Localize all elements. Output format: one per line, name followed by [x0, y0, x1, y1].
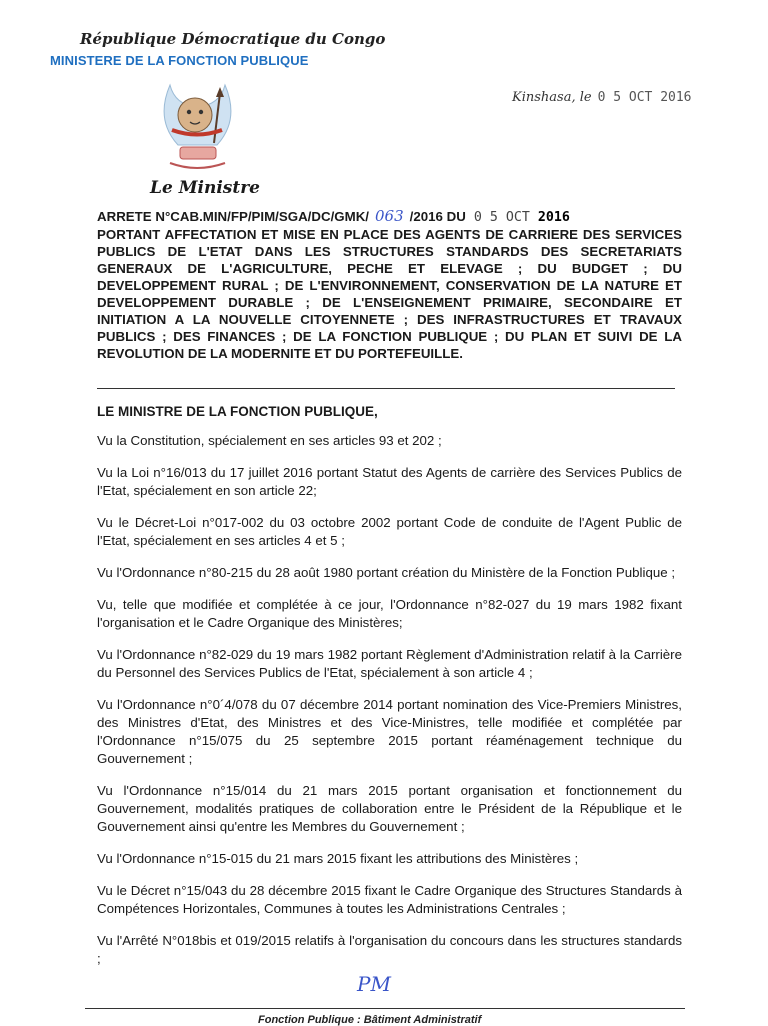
considerations-list — [97, 432, 682, 982]
ministry-title: MINISTERE DE LA FONCTION PUBLIQUE — [50, 53, 309, 68]
decree-ref-prefix: ARRETE N°CAB.MIN/FP/PIM/SGA/DC/GMK/ — [97, 209, 369, 224]
decree-subject: PORTANT AFFECTATION ET MISE EN PLACE DES AGENTS DE CARRIERE DES SERVICES PUBLICS DE L'ETAT DANS LES STRUCTURES STANDARDS DES SECRETARIATS GENERAUX DE L'AGRICULTURE, PECHE ET ELEVAGE ; DU BUDGET ; DU DEVELOPPEMENT RURAL ; DE L'ENVIRONNEMENT, CONSERVATION DE LA NATURE ET DEVELOPPEMENT DURABLE ; DE L'ENSEIGNEMENT PRIMAIRE, SECONDAIRE ET INITIATION A LA NOUVELLE CITOYENNETE ; DES INFRASTRUCTURES ET TRAVAUX PUBLICS ; DES FINANCES ; DE LA FONCTION PUBLIQUE ; DU PLAN ET SUIVI DE LA REVOLUTION DE LA MODERNITE ET DU PORTEFEUILLE. — [97, 227, 682, 361]
consideration-paragraph: Vu l'Ordonnance n°0´4/078 du 07 décembre 2014 portant nomination des Vice-Premiers Ministres, des Ministres d'Etat, des Ministres et des Vice-Ministres, telle modifiée et complétée par l'Ordonnance n°15/075 du 25 septembre 2015 portant réaménagement technique du Gouvernement ; — [97, 697, 682, 766]
decree-ref-suffix: /2016 DU — [409, 209, 466, 224]
decree-ref-number: 063 — [375, 207, 404, 225]
decree-stamp-day: 0 5 OCT — [473, 210, 530, 225]
place-and-date — [512, 90, 692, 105]
consideration-paragraph: Vu la Loi n°16/013 du 17 juillet 2016 portant Statut des Agents de carrière des Services Publics de l'Etat, spécialement en son article 22; — [97, 465, 682, 498]
consideration-paragraph: Vu la Constitution, spécialement en ses articles 93 et 202 ; — [97, 433, 442, 448]
signatory-title: Le Ministre — [150, 178, 260, 198]
footer-address: Fonction Publique : Bâtiment Administratif — [258, 1014, 482, 1026]
coat-of-arms-emblem — [150, 75, 245, 175]
decree-stamp-year: 2016 — [537, 210, 570, 225]
decree-title-block — [97, 208, 682, 362]
handwritten-initials: PM — [357, 972, 391, 996]
decree-date-stamp — [474, 210, 570, 225]
minister-heading: LE MINISTRE DE LA FONCTION PUBLIQUE, — [97, 404, 378, 419]
consideration-paragraph: Vu l'Ordonnance n°82-029 du 19 mars 1982 portant Règlement d'Administration relatif à la Carrière du Personnel des Services Publics de l'Etat, spécialement à son article 4 ; — [97, 647, 682, 680]
footer-divider — [85, 1008, 685, 1009]
consideration-paragraph: Vu le Décret n°15/043 du 28 décembre 2015 fixant le Cadre Organique des Structures Standards à Compétences Horizontales, Communes à toutes les Administrations Centrales ; — [97, 883, 682, 916]
republic-name: République Démocratique du Congo — [80, 30, 386, 48]
consideration-paragraph: Vu l'Arrêté N°018bis et 019/2015 relatifs à l'organisation du concours dans les structures standards ; — [97, 933, 682, 966]
title-divider — [97, 388, 675, 389]
consideration-paragraph: Vu, telle que modifiée et complétée à ce jour, l'Ordonnance n°82-027 du 19 mars 1982 fixant l'organisation et le Cadre Organique des Ministères; — [97, 597, 682, 630]
decree-reference — [97, 208, 682, 226]
date-stamp: 0 5 OCT 2016 — [597, 90, 692, 105]
consideration-paragraph: Vu l'Ordonnance n°80-215 du 28 août 1980 portant création du Ministère de la Fonction Publique ; — [97, 565, 676, 580]
consideration-paragraph: Vu le Décret-Loi n°017-002 du 03 octobre 2002 portant Code de conduite de l'Agent Public de l'Etat, spécialement en ses articles 4 et 5 ; — [97, 515, 682, 548]
consideration-paragraph: Vu l'Ordonnance n°15/014 du 21 mars 2015 portant organisation et fonctionnement du Gouvernement, modalités pratiques de collaboration entre le Président de la République et le Gouvernement ainsi qu'entre les Membres du Gouvernement ; — [97, 783, 682, 834]
place-label: Kinshasa, le — [512, 90, 592, 105]
consideration-paragraph: Vu l'Ordonnance n°15-015 du 21 mars 2015 fixant les attributions des Ministères ; — [97, 851, 579, 866]
